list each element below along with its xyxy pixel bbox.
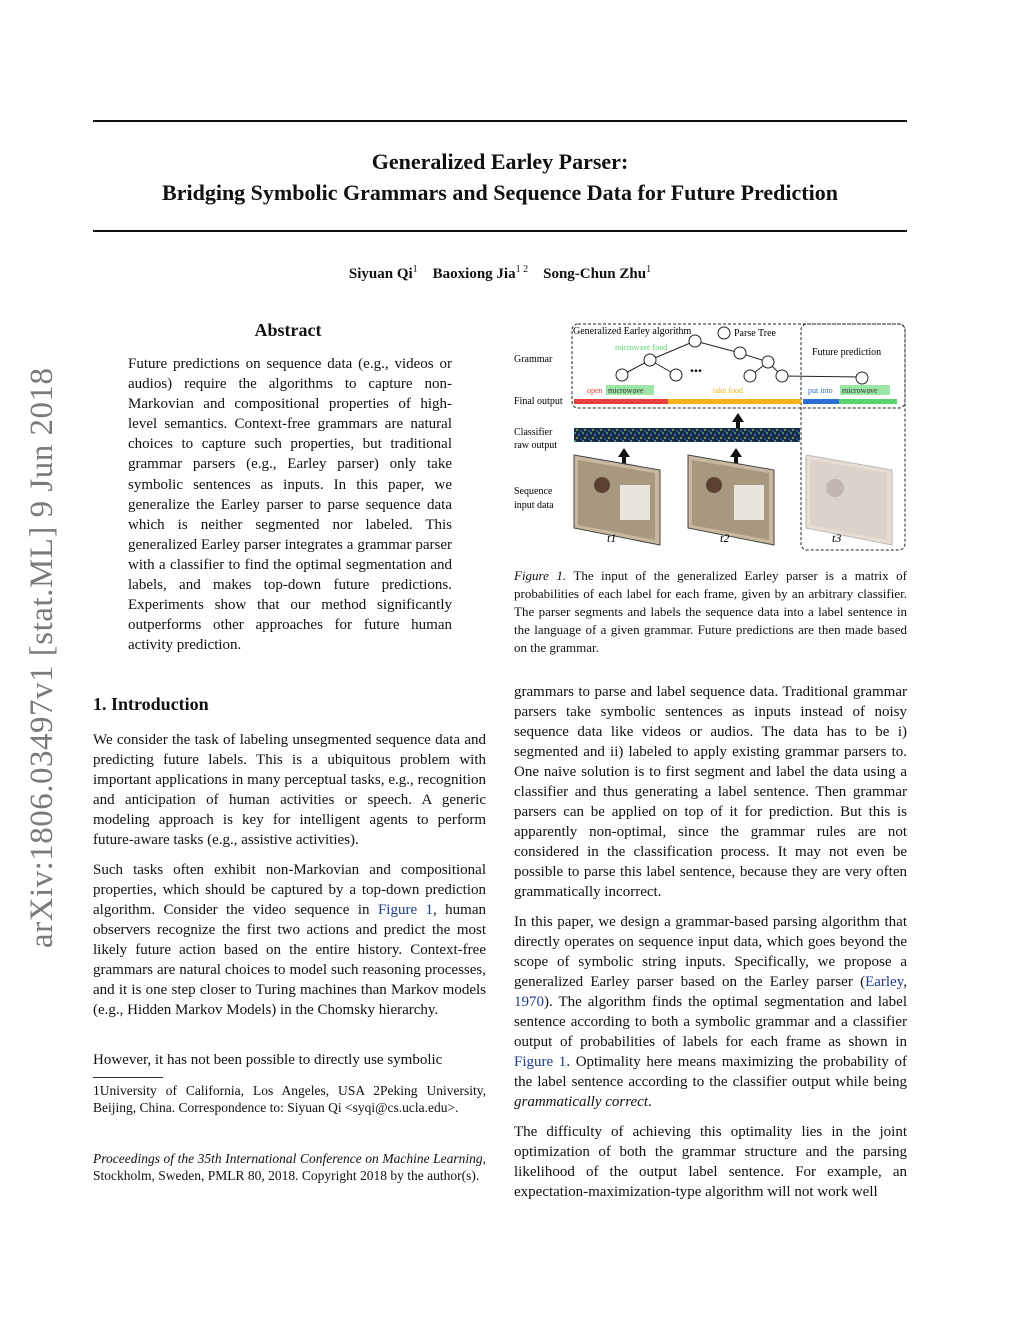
classifier-label: Classifier xyxy=(514,427,553,438)
text-run: ). The algorithm finds the optimal segmentation and label sentence according to both a symbolic grammar and a classifier output of probabilities of labels for each frame as shown in xyxy=(514,994,907,1050)
paper-title xyxy=(93,146,907,208)
put-into-label: put into xyxy=(808,386,833,395)
arxiv-sidebar-stamp: arXiv:1806.03497v1 [stat.ML] 9 Jun 2018 xyxy=(24,367,60,948)
abstract-heading: Abstract xyxy=(254,320,322,340)
author-affiliation: 1 2 xyxy=(515,264,529,275)
abstract-text: Future predictions on sequence data (e.g., videos or audios) require the algorithms to capture non-Markovian and compositional properties of high-level semantics. Context-free grammars are natural choices to capture such properties, but traditional grammar parsers (e.g., Earley parser) only take symbolic sentences as inputs. In this paper, we generalize the Earley parser to parse sequence data which is neither segmented nor labeled. This generalized Earley parser integrates a grammar parser with a classifier to find the optimal segmentation and labels, and makes top-down future predictions. Experiments show that our method significantly outperforms other approaches for future human activity prediction. xyxy=(128,356,452,654)
text-run: . Optimality here means maximizing the probability of the label sentence according to the classifier output while being xyxy=(514,1054,907,1090)
author-affiliation: 1 xyxy=(412,264,418,275)
microwave-food-label: microwave food xyxy=(615,343,668,352)
footnote-affiliations: 1University of California, Los Angeles, USA 2Peking University, Beijing, China. Correspondence to: Siyuan Qi <syqi@cs.ucla.edu>. xyxy=(93,1083,486,1115)
tree-legend-node xyxy=(718,327,730,339)
text-run: In this paper, we design a grammar-based parsing algorithm that directly operates on sequence input data, which goes beyond the scope of symbolic string inputs. Specifically, we propose a generalized Earley parser based on the Earley parser ( xyxy=(514,914,907,990)
tree-node xyxy=(856,372,868,384)
figure-1-caption xyxy=(514,567,907,657)
tree-node xyxy=(644,354,656,366)
intro-paragraph-2 xyxy=(93,860,486,1020)
grammar-label: Grammar xyxy=(514,354,553,365)
earley-citation-link[interactable]: Earley xyxy=(865,974,904,990)
raw-output-label: raw output xyxy=(514,440,558,451)
microwave-label-1: microwave xyxy=(608,386,644,395)
figure-1-reference[interactable]: Figure 1 xyxy=(377,902,434,918)
intro-paragraph-1: We consider the task of labeling unsegmented sequence data and predicting future labels. This is a ubiquitous problem with important applications in many perceptual tasks, e.g., recognition and anticipation of human activities or speech. A generic modeling approach is key for intelligent agents to perform future-aware tasks (e.g., assistive activities). xyxy=(93,732,486,848)
intro-right-paragraph-2 xyxy=(514,912,907,1112)
input-data-label: input data xyxy=(514,500,554,511)
final-output-label: Final output xyxy=(514,396,563,407)
earley-year-link[interactable]: 1970 xyxy=(514,994,544,1010)
title-line-2: Bridging Symbolic Grammars and Sequence Data for Future Prediction xyxy=(162,180,838,205)
author-name: Siyuan Qi xyxy=(348,266,413,282)
tree-node xyxy=(616,369,628,381)
section-heading-introduction: 1. Introduction xyxy=(93,694,209,714)
text-run: . xyxy=(648,1094,652,1110)
tree-node xyxy=(776,370,788,382)
open-label: open xyxy=(587,386,603,395)
video-frame-3 xyxy=(806,455,892,545)
author-affiliation: 1 xyxy=(646,264,652,275)
segment-open xyxy=(574,399,668,404)
video-frame-1 xyxy=(574,455,660,545)
time-label-t2: t2 xyxy=(720,531,730,545)
segment-put-into xyxy=(803,399,839,404)
future-prediction-label: Future prediction xyxy=(812,347,882,358)
text-run: Such tasks often exhibit non-Markovian and compositional properties, which should be captured by a top-down prediction algorithm. Consider the video sequence in xyxy=(93,862,486,918)
algorithm-label: Generalized Earley algorithm xyxy=(573,326,692,337)
figure-1-reference[interactable]: Figure 1 xyxy=(514,1054,567,1070)
figure-1-diagram xyxy=(510,320,910,560)
intro-paragraph-3: However, it has not been possible to directly use symbolic xyxy=(93,1052,443,1068)
footnote-proceedings xyxy=(93,1150,486,1184)
sequence-label: Sequence xyxy=(514,486,553,497)
text-run: , xyxy=(903,974,907,990)
author-name: Song-Chun Zhu xyxy=(543,266,647,282)
intro-right-paragraph-1: grammars to parse and label sequence data. Traditional grammar parsers take symbolic sentences as inputs instead of noisy sequence data like videos or audios. The data has to be i) segmented and ii) labeled to apply existing grammar parsers to. One naive solution is to first segment and label the data using a classifier and thus generating a label sentence. Then grammar parsers can be applied on top of it for prediction. But this is apparently non-optimal, since the grammar rules are not considered in the classification process. It may not even be possible to parse this label sentence, because they are very often grammatically incorrect. xyxy=(514,684,907,900)
bottom-title-rule xyxy=(93,230,907,232)
caption-label: Figure 1. xyxy=(514,568,567,583)
take-food-label: take food xyxy=(713,386,743,395)
title-line-1: Generalized Earley Parser: xyxy=(371,149,629,174)
top-rule xyxy=(93,120,907,122)
time-label-t1: t1 xyxy=(607,531,617,545)
tree-node xyxy=(670,369,682,381)
proceedings-venue: Proceedings of the 35th International Conference on Machine Learning xyxy=(93,1151,483,1166)
text-run: , human observers recognize the first two actions and predict the most likely future action based on the entire history. Context-free grammars are natural choices to model such reasoning processes, and it is one step closer to Turing machines than Markov models (e.g., Hidden Markov Models) in the Chomsky hierarchy. xyxy=(93,902,486,1018)
emphasis-text: grammatically correct xyxy=(514,1094,648,1110)
time-label-t3: t3 xyxy=(832,531,842,545)
caption-text: The input of the generalized Earley parser is a matrix of probabilities of each label for each frame, given by an arbitrary classifier. The parser segments and labels the sequence data into a label sentence in the language of a given grammar. Future predictions are then made based on the grammar. xyxy=(514,568,908,655)
segment-take-food xyxy=(668,399,801,404)
author-name: Baoxiong Jia xyxy=(432,266,516,282)
tree-node xyxy=(689,335,701,347)
proceedings-details: , Stockholm, Sweden, PMLR 80, 2018. Copyright 2018 by the author(s). xyxy=(93,1151,486,1183)
footnote-rule xyxy=(93,1077,163,1078)
intro-right-paragraph-3: The difficulty of achieving this optimality lies in the joint optimization of both the grammar structure and the parsing likelihood of the output label sentence. For example, an expectation-maximization-type algorithm will not work well xyxy=(514,1124,907,1200)
tree-node xyxy=(744,370,756,382)
tree-node xyxy=(734,347,746,359)
author-list xyxy=(93,264,907,283)
tree-ellipsis: ... xyxy=(690,359,702,376)
video-frame-2 xyxy=(688,455,774,545)
microwave-label-2: microwave xyxy=(842,386,878,395)
classifier-output-matrix xyxy=(574,428,800,442)
tree-node xyxy=(762,356,774,368)
parse-tree-label: Parse Tree xyxy=(734,328,776,339)
segment-microwave xyxy=(839,399,897,404)
